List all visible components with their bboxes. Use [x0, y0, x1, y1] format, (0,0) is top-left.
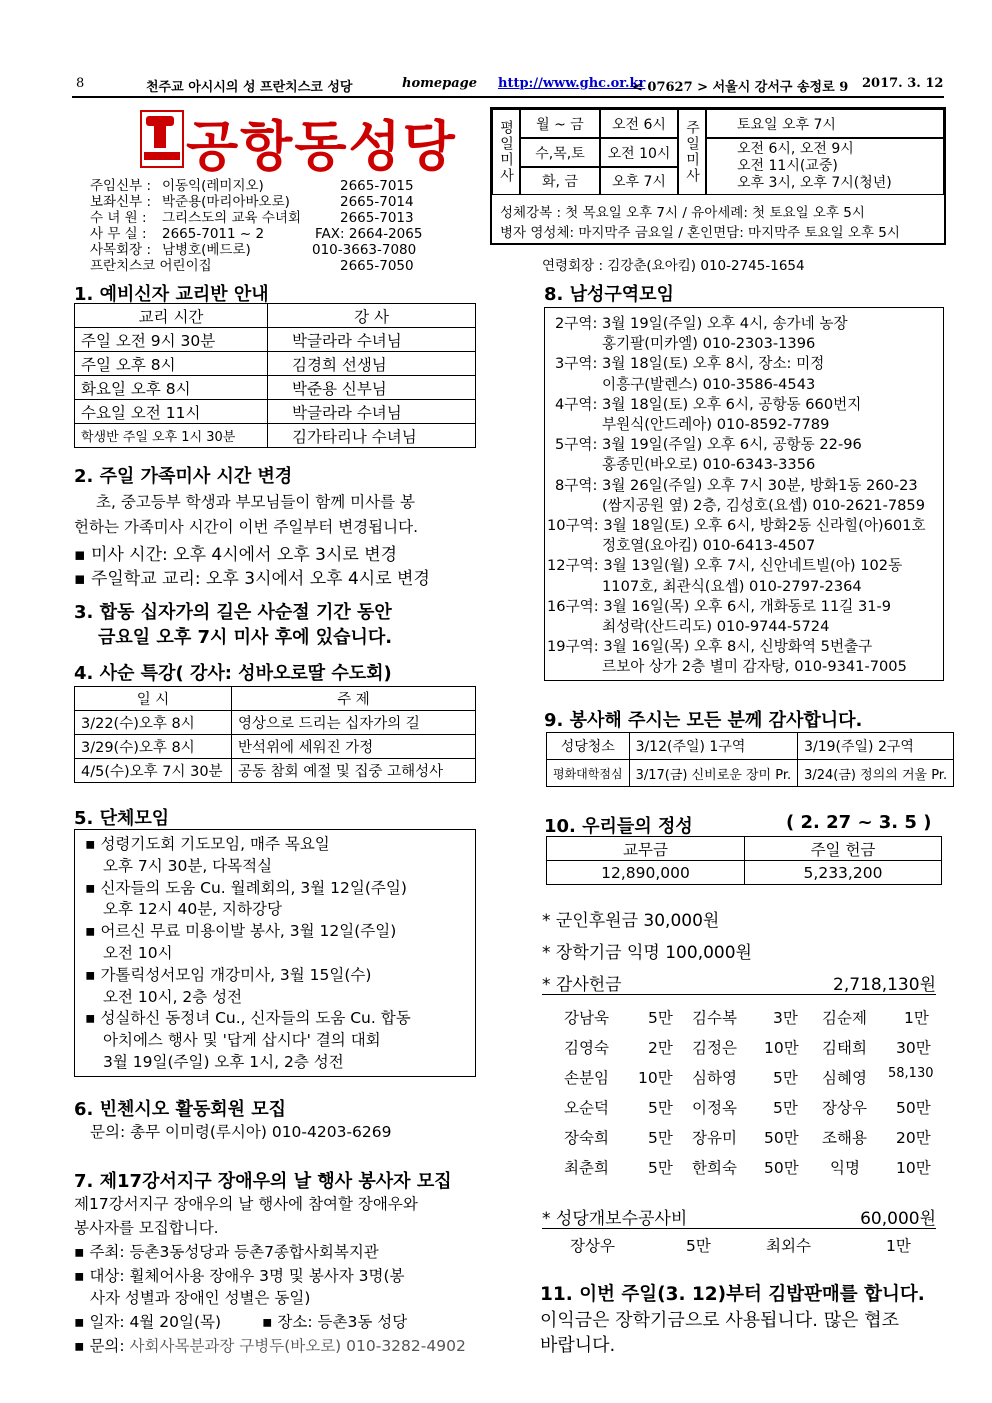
- bullet-item: ▪ 문의: 사회사목분과장 구병두(바오로) 010-3282-4902: [74, 1337, 466, 1355]
- section-11-text: 이익금은 장학기금으로 사용됩니다. 많은 협조: [540, 1310, 899, 1331]
- page-header: [72, 76, 944, 98]
- page-number: 8: [76, 76, 85, 91]
- section-10-period: ( 2. 27 ~ 3. 5 ): [786, 812, 932, 833]
- weekday-day: 월 ~ 금: [520, 109, 600, 138]
- weekday-time: 오전 10시: [600, 138, 678, 167]
- homepage-link[interactable]: http://www.ghc.or.kr: [498, 76, 646, 91]
- mass-note: 성체강복 : 첫 목요일 오후 7시 / 유아세례: 첫 토요일 오후 5시: [500, 205, 865, 221]
- section-7-text: 사자 성별과 장애인 성별은 동일): [90, 1289, 311, 1307]
- parish-logo: [140, 110, 184, 168]
- repair-fund: * 성당개보수공사비 60,000원: [542, 1204, 936, 1229]
- catechism-table: 교리 시간 강 사 주일 오전 9시 30분 박글라라 수녀님 주일 오후 8시 김경희 선생님 화요일 오후 8시 박준용 신부님 수요일 오전 11시 박글라라 수녀님 학생반 주일 오후 1시 30분 김가타리나 수녀님: [74, 303, 476, 448]
- list-item: ▪ 신자들의 도움 Cu. 월례회의, 3월 12일(주일): [85, 878, 407, 897]
- section-3-subtitle: 금요일 오후 7시 미사 후에 있습니다.: [98, 627, 393, 648]
- list-item: 16구역: 3월 16일(목) 오후 6시, 개화동로 11길 31-9: [547, 597, 892, 615]
- table-row: 주일 오전 9시 30분 박글라라 수녀님: [75, 328, 476, 352]
- weekday-day: 화, 금: [520, 167, 600, 195]
- section-7-title: 7. 제17강서지구 장애우의 날 행사 봉사자 모집: [74, 1171, 452, 1192]
- bullet-item: ▪ 일자: 4월 20일(목): [74, 1313, 222, 1331]
- section-1-title: 1. 예비신자 교리반 안내: [74, 284, 269, 305]
- volunteer-table: [546, 732, 954, 787]
- section-11-text: 바랍니다.: [540, 1335, 616, 1356]
- list-item: 10구역: 3월 18일(토) 오후 6시, 방화2동 신라힐(아)601호: [547, 517, 926, 535]
- page-title: 공항동성당: [186, 115, 457, 178]
- parish-name: 천주교 아시시의 성 프란치스코 성당: [146, 80, 353, 95]
- list-item: ▪ 가톨릭성서모임 개강미사, 3월 15일(수): [85, 965, 372, 984]
- mass-note: 병자 영성체: 마지막주 금요일 / 혼인면담: 마지막주 토요일 오후 5시: [500, 225, 900, 241]
- military-support: * 군인후원금 30,000원: [542, 911, 720, 931]
- funeral-committee: 연령회장 : 김강춘(요아킴) 010-2745-1654: [542, 258, 805, 274]
- thanks-offering: * 감사헌금 2,718,130원: [542, 970, 936, 995]
- homepage-label: homepage: [402, 76, 478, 91]
- table-row: 평화대학점심 3/17(금) 신비로운 장미 Pr. 3/24(금) 정의의 거울 Pr.: [547, 760, 954, 787]
- bullet-item: ▪ 주최: 등촌3동성당과 등촌7종합사회복지관: [74, 1243, 379, 1261]
- list-item: 5구역: 3월 19일(주일) 오후 6시, 공항동 22-96: [555, 436, 862, 454]
- section-4-title: 4. 사순 특강( 강사: 성바오로딸 수도회): [74, 663, 392, 684]
- section-8-title: 8. 남성구역모임: [544, 284, 674, 305]
- section-11-title: 11. 이번 주일(3. 12)부터 김밥판매를 합니다.: [540, 1284, 925, 1305]
- table-row: 강남욱 5만 김수복 3만 김순제 1만: [564, 1009, 929, 1027]
- weekday-time: 오후 7시: [600, 167, 678, 195]
- section-7-text: 제17강서지구 장애우의 날 행사에 참여할 장애우와: [74, 1195, 418, 1213]
- weekday-time: 오전 6시: [600, 109, 678, 138]
- repair-donors: 장상우 5만 최외수 1만: [570, 1237, 911, 1255]
- list-item: 2구역: 3월 19일(주일) 오후 4시, 송가네 농장: [555, 315, 848, 332]
- bullet-item: ▪ 대상: 휠체어사용 장애우 3명 및 봉사자 3명(봉: [74, 1267, 405, 1285]
- list-item: ▪ 성실하신 동정녀 Cu., 신자들의 도움 Cu. 합동: [85, 1009, 411, 1028]
- table-row: 3/29(수)오후 8시 반석위에 세워진 가정: [75, 735, 476, 759]
- table-row: 12,890,000 5,233,200: [547, 861, 942, 885]
- list-item: 3구역: 3월 18일(토) 오후 8시, 장소: 미정: [555, 355, 825, 373]
- section-9-title: 9. 봉사해 주시는 모든 분께 감사합니다.: [544, 710, 863, 731]
- bullet-item: ▪ 장소: 등촌3동 성당: [262, 1313, 408, 1331]
- section-2-text: 헌하는 가족미사 시간이 이번 주일부터 변경됩니다.: [74, 518, 418, 536]
- group-meetings-box: ▪ 성령기도회 기도모임, 매주 목요일 오후 7시 30분, 다목적실 ▪ 신자들의 도움 Cu. 월례회의, 3월 12일(주일) 오후 12시 40분, 지하강당 ▪ 어르신 무료 미용이발 봉사, 3월 12일(주일) 오전 10시 ▪ 가톨릭성서모임 개강미사, 3월 15일(수) 오전 10시, 2층 성전 ▪ 성실하신 동정녀 Cu., 신자들의 도움 Cu. 합동 아치에스 행사 및 '답게 삽시다' 결의 대회 3월 19일(주일) 오후 1시, 2층 성전: [74, 829, 476, 1077]
- table-row: 주일 오후 8시 김경희 선생님: [75, 352, 476, 376]
- mass-schedule: [490, 107, 946, 245]
- list-item: 8구역: 3월 26일(주일) 오후 7시 30분, 방화1동 260-23: [555, 476, 918, 494]
- lecture-table: 일 시 주 제 3/22(수)오후 8시 영상으로 드리는 십자가의 길 3/29(수)오후 8시 반석위에 세워진 가정 4/5(수)오후 7시 30분 공동 참회 예절 및 집중 고해성사: [74, 686, 476, 783]
- list-item: ▪ 어르신 무료 미용이발 봉사, 3월 12일(주일): [85, 922, 397, 941]
- list-item: ▪ 성령기도회 기도모임, 매주 목요일: [85, 835, 330, 853]
- sunday-time: 토요일 오후 7시: [706, 109, 944, 138]
- table-row: 장숙희 5만 장유미 50만 조해용 20만: [564, 1129, 931, 1147]
- sunday-mass-label: 주일미사: [678, 109, 706, 195]
- weekday-mass-label: 평일미사: [492, 109, 520, 195]
- scholarship-fund: * 장학기금 익명 100,000원: [542, 943, 752, 963]
- section-7-text: 봉사자를 모집합니다.: [74, 1219, 219, 1237]
- issue-date: 2017. 3. 12: [862, 76, 944, 91]
- section-3-title: 3. 합동 십자가의 길은 사순절 기간 동안: [74, 602, 392, 623]
- section-10-title: 10. 우리들의 정성: [544, 816, 693, 837]
- section-6-title: 6. 빈첸시오 활동회원 모집: [74, 1099, 287, 1120]
- table-row: 오순덕 5만 이정옥 5만 장상우 50만: [564, 1099, 931, 1117]
- section-2-title: 2. 주일 가족미사 시간 변경: [74, 466, 293, 487]
- weekday-day: 수,목,토: [520, 138, 600, 167]
- section-2-text: 초, 중고등부 학생과 부모님들이 함께 미사를 봉: [96, 493, 415, 511]
- list-item: 12구역: 3월 13일(월) 오후 7시, 신안네트빌(아) 102동: [547, 557, 903, 575]
- table-row: 학생반 주일 오후 1시 30분 김가타리나 수녀님: [75, 424, 476, 448]
- bullet-item: ▪ 미사 시간: 오후 4시에서 오후 3시로 변경: [74, 545, 398, 565]
- table-row: 수요일 오전 11시 박글라라 수녀님: [75, 400, 476, 424]
- section-6-contact: 문의: 총무 이미령(루시아) 010-4203-6269: [90, 1123, 392, 1141]
- table-row: 3/22(수)오후 8시 영상으로 드리는 십자가의 길: [75, 711, 476, 735]
- district-meetings-box: 2구역: 3월 19일(주일) 오후 4시, 송가네 농장 홍기팔(미카엘) 010-2303-1396 3구역: 3월 18일(토) 오후 8시, 장소: 미정 이흥구(발렌스) 010-3586-4543 4구역: 3월 18일(토) 오후 6시, 공항동 660번지 부원식(안드레아) 010-8592-7789 5구역: 3월 19일(주일) 오후 6시, 공항동 22-96 홍종민(바오로) 010-6343-3356 8구역: 3월 26일(주일) 오후 7시 30분, 방화1동 260-23 (쌈지공원 옆) 2층, 김성호(요셉) 010-2621-7859 10구역: 3월 18일(토) 오후 6시, 방화2동 신라힐(아)601호 정호열(요아킴) 010-6413-4507 12구역: 3월 13일(월) 오후 7시, 신안네트빌(아) 102동 1107호, 최관식(요셉) 010-2797-2364 16구역: 3월 16일(목) 오후 6시, 개화동로 11길 31-9 최성락(산드리도) 010-9744-5724 19구역: 3월 16일(목) 오후 8시, 신방화역 5번출구 르보아 상가 2층 별미 감자탕, 010-9341-7005: [544, 307, 944, 681]
- table-row: 손분임 10만 심하영 5만 심혜영 58,130: [564, 1066, 934, 1087]
- section-5-title: 5. 단체모임: [74, 808, 170, 829]
- table-row: 4/5(수)오후 7시 30분 공동 참회 예절 및 집중 고해성사: [75, 759, 476, 783]
- list-item: 4구역: 3월 18일(토) 오후 6시, 공항동 660번지: [555, 395, 862, 413]
- table-row: 성당청소 3/12(주일) 1구역 3/19(주일) 2구역: [547, 733, 954, 760]
- table-row: 화요일 오후 8시 박준용 신부님: [75, 376, 476, 400]
- bullet-item: ▪ 주일학교 교리: 오후 3시에서 오후 4시로 변경: [74, 569, 430, 589]
- address: < 07627 > 서울시 강서구 송정로 9: [632, 80, 849, 95]
- donor-list: [560, 1006, 936, 1186]
- offering-table: 교무금 주일 헌금 12,890,000 5,233,200: [546, 836, 942, 885]
- table-row: 최춘희 5만 한희숙 50만 익명 10만: [564, 1159, 931, 1177]
- list-item: 19구역: 3월 16일(목) 오후 8시, 신방화역 5번출구: [547, 638, 873, 656]
- sunday-times: 오전 6시, 오전 9시 오전 11시(교중) 오후 3시, 오후 7시(청년): [706, 138, 944, 195]
- table-row: 김영숙 2만 김정은 10만 김태희 30만: [564, 1039, 931, 1057]
